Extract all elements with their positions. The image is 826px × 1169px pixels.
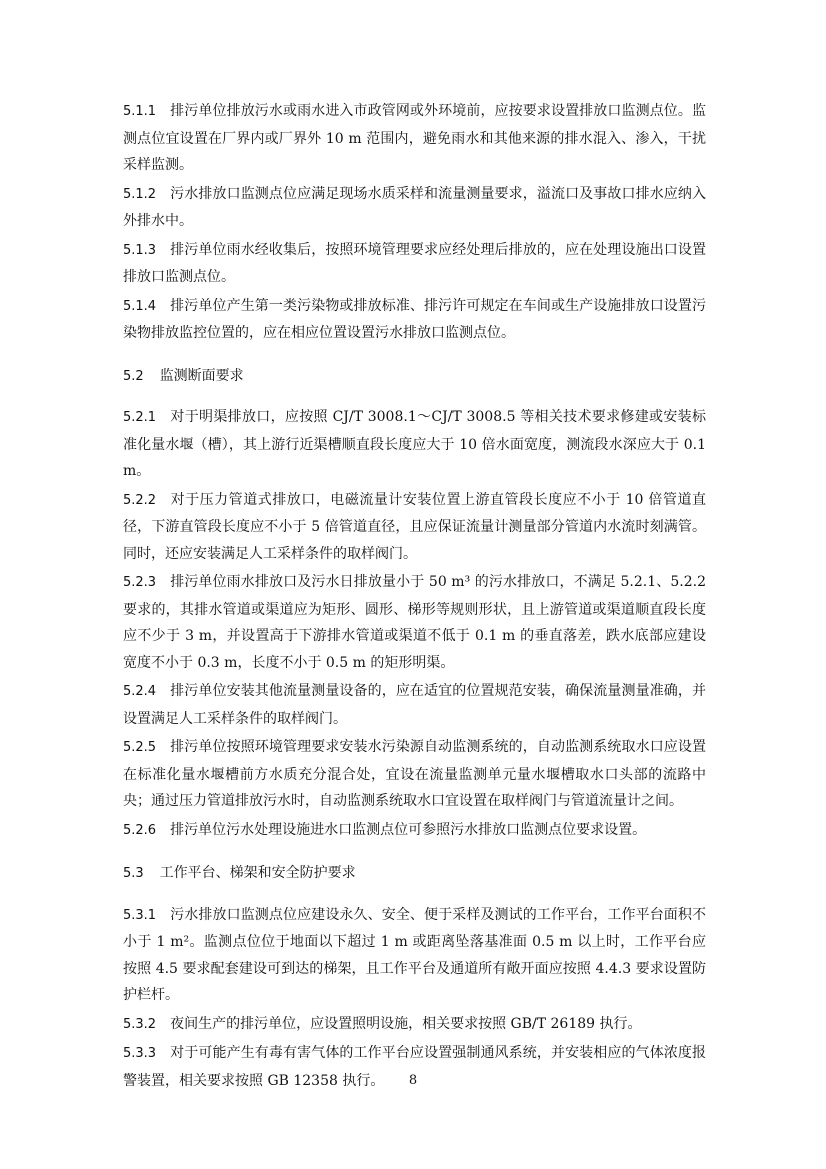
clause-text: 污水排放口监测点位应建设永久、安全、便于采样及测试的工作平台，工作平台面积不小于 1 m²。监测点位位于地面以下超过 1 m 或距离坠落基准面 0.5 m 以上时，工作平台应按照 4.5 要求配套建设可到达的梯架，且工作平台及通道所有敞开面应按照 4.4.3 要求设置防护栏杆。 bbox=[123, 906, 706, 1003]
clause-number: 5.2.5 bbox=[123, 740, 157, 755]
clause-5-1-2 bbox=[123, 181, 706, 235]
clause-5-3-1 bbox=[123, 902, 706, 1009]
clause-number: 5.2.1 bbox=[123, 410, 157, 425]
clause-5-3-2 bbox=[123, 1011, 706, 1039]
clause-text: 排污单位污水处理设施进水口监测点位可参照污水排放口监测点位要求设置。 bbox=[170, 821, 647, 838]
clause-text: 排污单位雨水经收集后，按照环境管理要求应经处理后排放的，应在处理设施出口设置排放口监测点位。 bbox=[123, 241, 706, 285]
clause-number: 5.3.1 bbox=[123, 907, 157, 923]
clause-number: 5.3.2 bbox=[123, 1016, 157, 1032]
clause-5-1-1 bbox=[123, 98, 706, 179]
clause-number: 5.2.3 bbox=[123, 575, 157, 590]
clause-5-2-5 bbox=[123, 734, 706, 815]
clause-number: 5.1.2 bbox=[123, 186, 157, 202]
clause-5-2-6 bbox=[123, 817, 706, 845]
clause-number: 5.1.4 bbox=[123, 298, 157, 314]
clause-5-2-3 bbox=[123, 569, 706, 676]
page-number: 8 bbox=[408, 1073, 418, 1088]
clause-5-1-3 bbox=[123, 237, 706, 291]
clause-text: 夜间生产的排污单位，应设置照明设施，相关要求按照 GB/T 26189 执行。 bbox=[170, 1015, 642, 1032]
clause-number: 5.1.1 bbox=[123, 104, 157, 119]
clause-number: 5.2.6 bbox=[123, 822, 157, 838]
clause-text: 对于压力管道式排放口，电磁流量计安装位置上游直管段长度应不小于 10 倍管道直径，下游直管段长度应不小于 5 倍管道直径，且应保证流量计测量部分管道内水流时刻满管。同时，还应安装满足人工采样条件的取样阀门。 bbox=[123, 491, 706, 562]
clause-text: 排污单位排放污水或雨水进入市政管网或外环境前，应按要求设置排放口监测点位。监测点位宜设置在厂界内或厂界外 10 m 范围内，避免雨水和其他来源的排水混入、渗入，干扰采样监测。 bbox=[123, 103, 706, 173]
section-number: 5.2 bbox=[123, 368, 144, 384]
clause-number: 5.2.4 bbox=[123, 684, 157, 699]
clause-text: 污水排放口监测点位应满足现场水质采样和流量测量要求，溢流口及事故口排水应纳入外排水中。 bbox=[123, 185, 706, 229]
clause-number: 5.3.3 bbox=[123, 1046, 157, 1061]
section-number: 5.3 bbox=[123, 866, 144, 881]
section-title: 工作平台、梯架和安全防护要求 bbox=[159, 865, 356, 881]
clause-number: 5.1.3 bbox=[123, 242, 157, 258]
section-title: 监测断面要求 bbox=[159, 367, 244, 384]
clause-number: 5.2.2 bbox=[123, 492, 157, 508]
section-heading-5-3 bbox=[123, 860, 706, 888]
clause-text: 排污单位雨水排放口及污水日排放量小于 50 m³ 的污水排放口，不满足 5.2.1、5.2.2 要求的，其排水管道或渠道应为矩形、圆形、梯形等规则形状，且上游管道或渠道顺直段长度应不少于 3 m，并设置高于下游排水管道或渠道不低于 0.1 m 的垂直落差，跌水底部应建设宽度不小于 0.3 m，长度不小于 0.5 m 的矩形明渠。 bbox=[123, 574, 706, 671]
clause-text: 排污单位安装其他流量测量设备的，应在适宜的位置规范安装，确保流量测量准确，并设置满足人工采样条件的取样阀门。 bbox=[123, 683, 706, 727]
clause-text: 排污单位产生第一类污染物或排放标准、排污许可规定在车间或生产设施排放口设置污染物排放监控位置的，应在相应位置设置污水排放口监测点位。 bbox=[123, 297, 706, 341]
clause-text: 排污单位按照环境管理要求安装水污染源自动监测系统的，自动监测系统取水口应设置在标准化量水堰槽前方水质充分混合处，宜设在流量监测单元量水堰槽取水口头部的流路中央；通过压力管道排放污水时，自动监测系统取水口宜设置在取样阀门与管道流量计之间。 bbox=[123, 739, 706, 809]
clause-5-1-4 bbox=[123, 293, 706, 347]
clause-5-2-4 bbox=[123, 678, 706, 732]
section-heading-5-2 bbox=[123, 363, 706, 391]
clause-text: 对于明渠排放口，应按照 CJ/T 3008.1～CJ/T 3008.5 等相关技术要求修建或安装标准化量水堰（槽），其上游行近渠槽顺直段长度应大于 10 倍水面宽度，测流段水深应大于 0.1 m。 bbox=[123, 409, 706, 479]
clause-5-2-2 bbox=[123, 487, 706, 568]
clause-text: 对于可能产生有毒有害气体的工作平台应设置强制通风系统，并安装相应的气体浓度报警装置，相关要求按照 GB 12358 执行。 bbox=[123, 1045, 706, 1089]
page-content bbox=[123, 98, 706, 1096]
clause-5-2-1 bbox=[123, 404, 706, 485]
